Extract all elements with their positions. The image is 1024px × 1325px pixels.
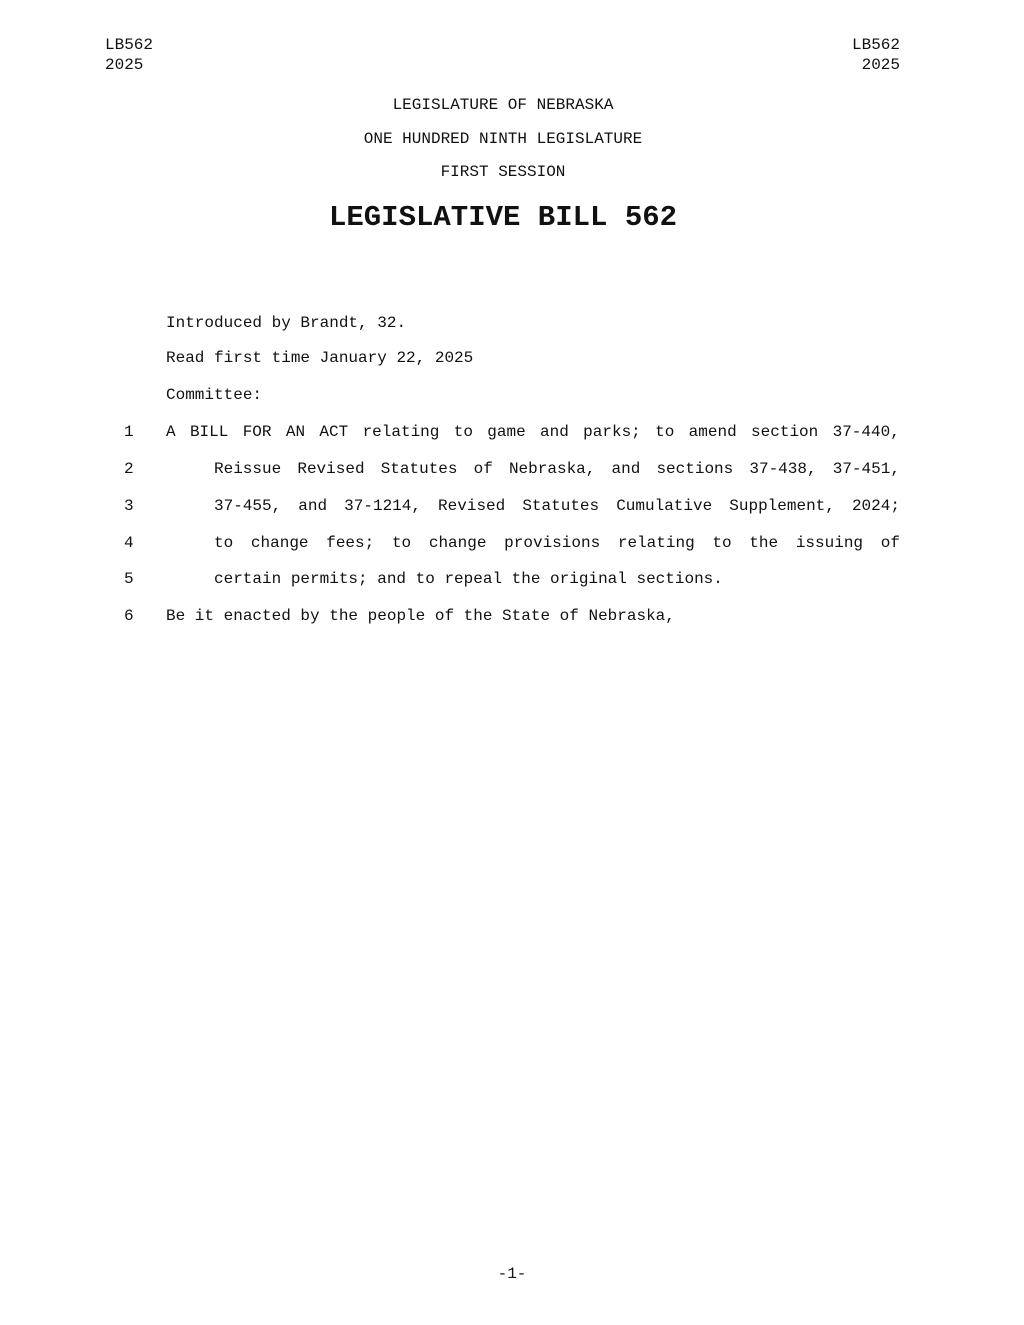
- header-left: [105, 35, 153, 75]
- line-number: 4: [124, 534, 134, 552]
- line-number: 1: [124, 423, 134, 441]
- session-name: ONE HUNDRED NINTH LEGISLATURE: [363, 130, 643, 148]
- bill-word: and: [298, 497, 328, 515]
- bill-word: Reissue: [214, 460, 282, 478]
- bill-word: of: [880, 534, 900, 552]
- bill-word: 37-440,: [832, 423, 900, 441]
- header-right-bill: LB562: [851, 36, 900, 54]
- bill-word: ACT: [319, 423, 349, 441]
- bill-word: change: [428, 534, 487, 552]
- bill-word: and: [611, 460, 641, 478]
- bill-word: A: [166, 423, 176, 441]
- read-first-time: Read first time January 22, 2025: [166, 349, 474, 367]
- page-number: -1-: [497, 1265, 527, 1283]
- bill-text-line: [214, 533, 900, 553]
- bill-word: 37-451,: [832, 460, 900, 478]
- line-number: 6: [124, 607, 134, 625]
- bill-word: 37-438,: [749, 460, 817, 478]
- bill-word: issuing: [795, 534, 864, 552]
- line-number: 5: [124, 570, 134, 588]
- bill-word: Nebraska,: [508, 460, 596, 478]
- bill-word: section: [751, 423, 819, 441]
- bill-word: the: [749, 534, 779, 552]
- bill-text-line: [214, 459, 900, 479]
- bill-word: relating: [362, 423, 440, 441]
- legislature-name: LEGISLATURE OF NEBRASKA: [392, 96, 614, 114]
- bill-word: Statutes: [380, 460, 458, 478]
- bill-word: BILL: [189, 423, 229, 441]
- header-right: [852, 35, 900, 75]
- bill-word: to: [712, 534, 732, 552]
- bill-word: AN: [285, 423, 306, 441]
- bill-word: Supplement,: [729, 497, 835, 515]
- bill-word: parks;: [583, 423, 641, 441]
- bill-word: amend: [688, 423, 737, 441]
- header-right-year: 2025: [861, 56, 900, 74]
- bill-word: 37-1214,: [344, 497, 421, 515]
- bill-title: LEGISLATIVE BILL 562: [328, 201, 678, 234]
- bill-word: provisions: [504, 534, 601, 552]
- bill-word: to: [214, 534, 234, 552]
- header-left-bill: LB562: [105, 36, 154, 54]
- bill-word: FOR: [242, 423, 272, 441]
- bill-word: fees;: [326, 534, 375, 552]
- bill-word: game: [487, 423, 526, 441]
- bill-word: sections: [656, 460, 734, 478]
- bill-word: to: [453, 423, 473, 441]
- bill-word: to: [655, 423, 675, 441]
- header-left-year: 2025: [105, 56, 144, 74]
- bill-word: Cumulative: [616, 497, 713, 515]
- session-label: FIRST SESSION: [440, 163, 566, 181]
- bill-text-line: [166, 422, 900, 442]
- bill-word: 2024;: [851, 497, 900, 515]
- bill-text-line: Be it enacted by the people of the State of Nebraska,: [166, 607, 675, 625]
- bill-word: change: [250, 534, 309, 552]
- bill-word: relating: [617, 534, 695, 552]
- bill-word: to: [391, 534, 412, 552]
- bill-text-line: [214, 496, 900, 516]
- line-number: 3: [124, 497, 134, 515]
- line-number: 2: [124, 460, 134, 478]
- introduced-by: Introduced by Brandt, 32.: [166, 314, 407, 332]
- bill-word: Statutes: [522, 497, 600, 515]
- bill-word: 37-455,: [214, 497, 282, 515]
- bill-word: Revised: [438, 497, 506, 515]
- bill-word: Revised: [297, 460, 365, 478]
- committee-label: Committee:: [166, 386, 263, 404]
- bill-word: and: [540, 423, 569, 441]
- bill-text-line: certain permits; and to repeal the original sections.: [214, 570, 723, 588]
- bill-word: of: [473, 460, 493, 478]
